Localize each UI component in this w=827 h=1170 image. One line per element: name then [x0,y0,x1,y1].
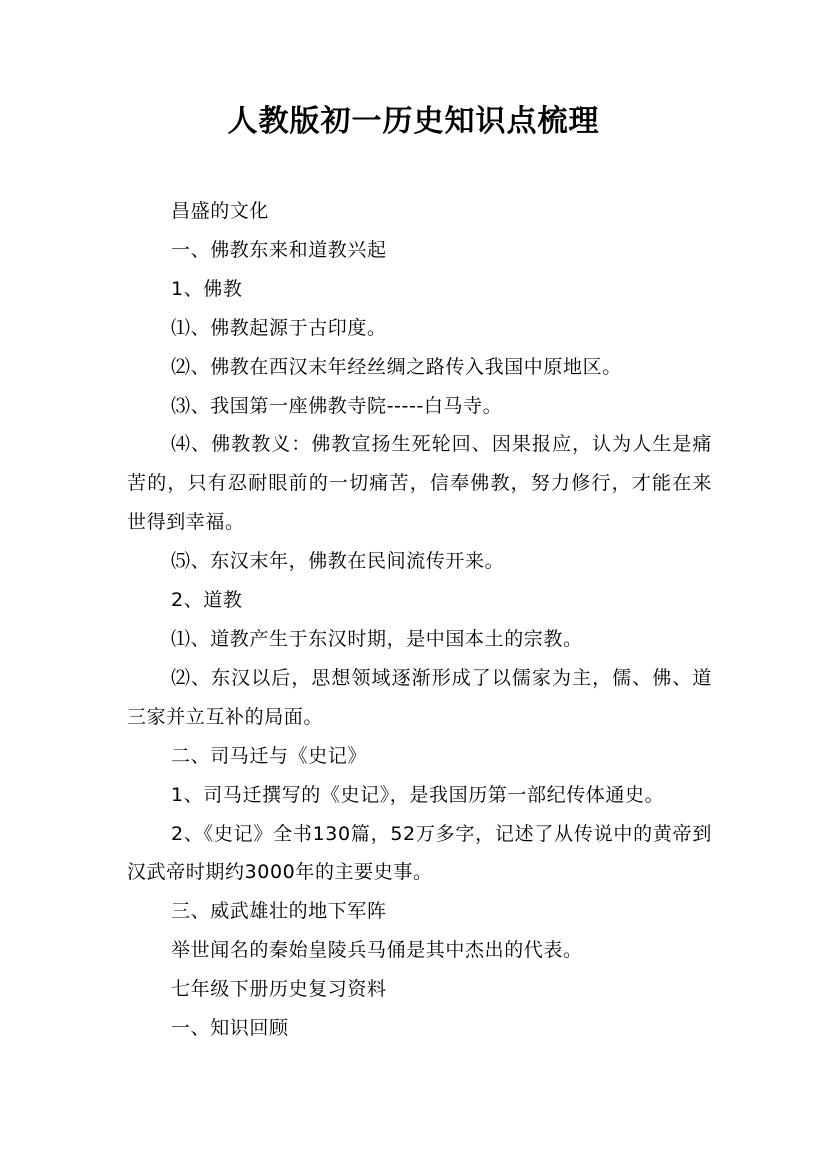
paragraph: 1、司马迁撰写的《史记》，是我国历第一部纪传体通史。 [171,783,665,806]
paragraph: 举世闻名的秦始皇陵兵马俑是其中杰出的代表。 [171,939,583,962]
paragraph: ⑴、佛教起源于古印度。 [171,316,387,339]
paragraph: 2、《史记》全书130篇，52万多字，记述了从传说中的黄帝到汉武帝时期约3000年的主要史事。 [127,822,712,884]
paragraph: ⑶、我国第一座佛教寺院-----白马寺。 [171,394,503,417]
paragraph: ⑵、佛教在西汉末年经丝绸之路传入我国中原地区。 [171,355,622,378]
heading-sima-qian: 二、司马迁与《史记》 [171,744,368,767]
paragraph: ⑵、东汉以后，思想领域逐渐形成了以儒家为主，儒、佛、道三家并立互补的局面。 [127,666,712,728]
document-body [127,192,712,1048]
subheading-buddhism: 1、佛教 [171,277,243,300]
heading-buddhism-taoism: 一、佛教东来和道教兴起 [171,238,387,261]
heading-knowledge-review: 一、知识回顾 [171,1017,289,1040]
heading-terracotta-army: 三、威武雄壮的地下军阵 [171,900,387,923]
paragraph: ⑴、道教产生于东汉时期，是中国本土的宗教。 [171,627,583,650]
heading-review-material: 七年级下册历史复习资料 [171,978,387,1001]
document-title: 人教版初一历史知识点梳理 [227,104,600,139]
paragraph: ⑷、佛教教义：佛教宣扬生死轮回、因果报应，认为人生是痛苦的，只有忍耐眼前的一切痛苦，信奉佛教，努力修行，才能在来世得到幸福。 [127,433,712,534]
paragraph: ⑸、东汉末年，佛教在民间流传开来。 [171,550,505,573]
subheading-taoism: 2、道教 [171,589,243,612]
heading-section-culture: 昌盛的文化 [171,200,270,222]
